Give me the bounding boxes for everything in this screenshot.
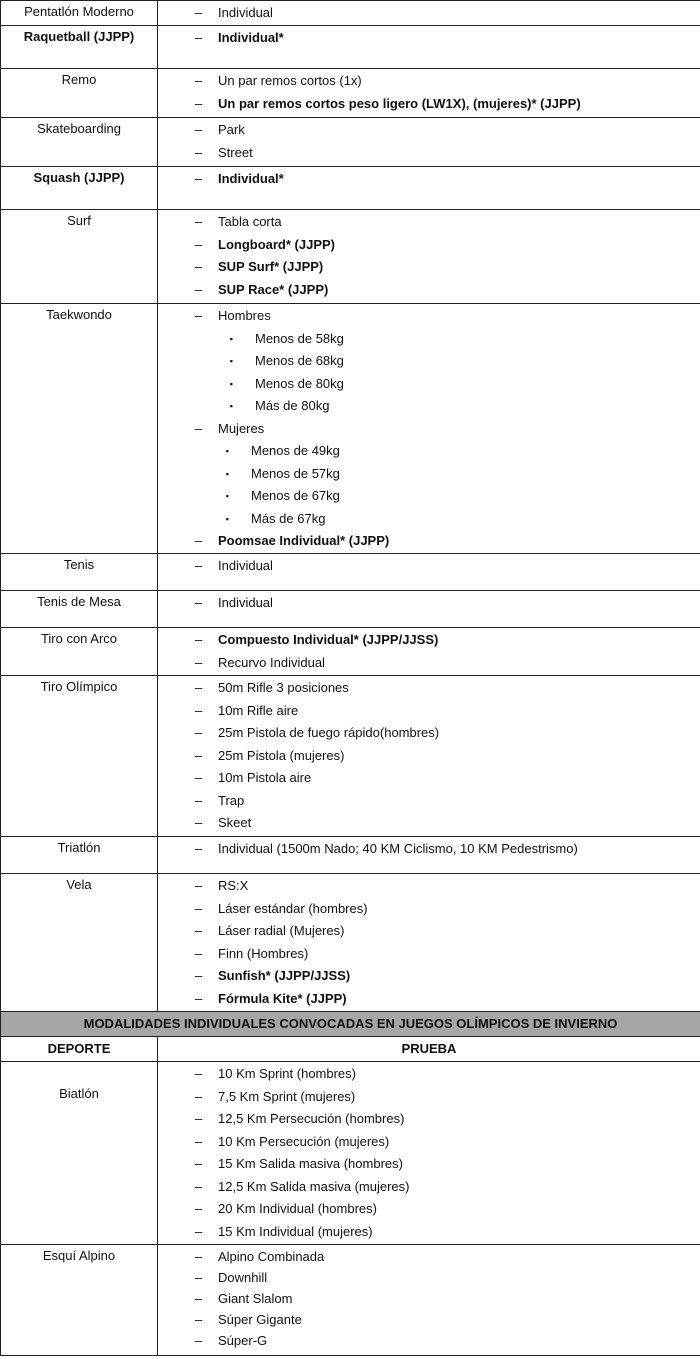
bullet-marker: ▪ xyxy=(225,468,229,479)
sport-name: Remo xyxy=(1,69,158,118)
event-item xyxy=(158,898,700,921)
sport-row xyxy=(1,69,700,118)
weight-class-item xyxy=(158,463,700,486)
event-label: 15 Km Salida masiva (hombres) xyxy=(218,1156,403,1171)
event-label: Finn (Hombres) xyxy=(218,945,309,961)
event-label: SUP Surf* (JJPP) xyxy=(218,259,324,274)
event-label: SUP Race* (JJPP) xyxy=(218,281,329,297)
dash-marker: – xyxy=(195,214,203,229)
dash-marker: – xyxy=(195,1333,203,1348)
event-label: Sunfish* (JJPP/JJSS) xyxy=(218,968,351,983)
dash-marker: – xyxy=(195,420,203,436)
event-label: 7,5 Km Sprint (mujeres) xyxy=(218,1088,356,1104)
bullet-marker: ▪ xyxy=(229,378,233,389)
dash-marker: – xyxy=(195,1088,203,1104)
event-label: Recurvo Individual xyxy=(218,654,325,670)
dash-marker: – xyxy=(195,1066,203,1081)
dash-marker: – xyxy=(195,841,203,856)
event-label: 25m Pistola de fuego rápido(hombres) xyxy=(218,725,440,740)
event-item xyxy=(158,211,700,234)
event-label: Individual xyxy=(218,595,273,610)
event-item xyxy=(158,790,700,813)
dash-marker: – xyxy=(195,1133,203,1149)
dash-marker: – xyxy=(195,595,203,610)
event-item xyxy=(158,592,700,615)
dash-marker: – xyxy=(195,654,203,670)
dash-marker: – xyxy=(195,533,203,548)
event-item xyxy=(158,1131,700,1154)
event-label: 10m Rifle aire xyxy=(218,702,299,718)
event-list xyxy=(158,118,700,167)
event-label: Alpino Combinada xyxy=(218,1249,325,1264)
dash-marker: – xyxy=(195,968,203,983)
bullet-marker: ▪ xyxy=(229,401,233,411)
event-item xyxy=(158,142,700,165)
dash-marker: – xyxy=(195,259,203,274)
dash-marker: – xyxy=(195,95,203,111)
sport-name: Tenis xyxy=(1,554,158,591)
dash-marker: – xyxy=(195,1223,203,1239)
event-label: Downhill xyxy=(218,1270,268,1285)
dash-marker: – xyxy=(195,770,203,785)
sport-row xyxy=(1,118,700,167)
event-list xyxy=(158,304,700,554)
sport-row xyxy=(1,591,700,628)
dash-marker: – xyxy=(195,236,203,252)
event-item xyxy=(158,530,700,553)
dash-marker: – xyxy=(195,1111,203,1126)
event-label: 10m Pistola aire xyxy=(218,770,312,785)
event-label: Mujeres xyxy=(218,420,265,436)
bullet-marker: ▪ xyxy=(229,333,233,344)
dash-marker: – xyxy=(195,900,203,916)
weight-class-label: Más de 67kg xyxy=(251,510,326,526)
column-header-prueba: PRUEBA xyxy=(158,1037,700,1062)
event-label: Compuesto Individual* (JJPP/JJSS) xyxy=(218,632,439,647)
dash-marker: – xyxy=(195,815,203,830)
event-item xyxy=(158,279,700,302)
event-label: Individual* xyxy=(218,30,284,45)
event-label: Individual xyxy=(218,558,273,573)
dash-marker: – xyxy=(195,171,203,186)
event-item xyxy=(158,305,700,328)
event-item xyxy=(158,677,700,700)
event-item xyxy=(158,722,700,745)
dash-marker: – xyxy=(195,923,203,938)
weight-class-item xyxy=(158,328,700,351)
sport-name: Surf xyxy=(1,210,158,304)
event-label: Láser estándar (hombres) xyxy=(218,900,368,916)
dash-marker: – xyxy=(195,73,203,88)
event-label: Longboard* (JJPP) xyxy=(218,236,336,252)
dash-marker: – xyxy=(195,122,203,137)
event-item xyxy=(158,234,700,257)
event-item xyxy=(158,1153,700,1176)
weight-class-label: Más de 80kg xyxy=(255,398,330,413)
dash-marker: – xyxy=(195,1178,203,1194)
event-item xyxy=(158,838,700,861)
event-item xyxy=(158,1246,700,1267)
weight-class-label: Menos de 49kg xyxy=(251,443,340,458)
event-label: Skeet xyxy=(218,815,252,830)
event-item xyxy=(158,168,700,191)
sport-row xyxy=(1,676,700,837)
bullet-marker: ▪ xyxy=(229,356,233,366)
weight-class-item xyxy=(158,373,700,396)
sport-name: Pentatlón Moderno xyxy=(1,1,158,26)
event-list xyxy=(158,69,700,118)
event-label: 12,5 Km Persecución (hombres) xyxy=(218,1111,405,1126)
column-header-row xyxy=(1,1037,700,1062)
event-item xyxy=(158,418,700,441)
event-item xyxy=(158,93,700,116)
weight-class-label: Menos de 67kg xyxy=(251,488,340,503)
sport-row xyxy=(1,837,700,874)
event-item xyxy=(158,920,700,943)
dash-marker: – xyxy=(195,281,203,297)
event-label: 12,5 Km Salida masiva (mujeres) xyxy=(218,1178,410,1194)
event-item xyxy=(158,1221,700,1244)
event-label: Trap xyxy=(218,792,245,808)
event-item xyxy=(158,965,700,988)
weight-class-item xyxy=(158,350,700,373)
dash-marker: – xyxy=(195,702,203,718)
sport-name: Tenis de Mesa xyxy=(1,591,158,628)
sport-row xyxy=(1,26,700,69)
event-label: Giant Slalom xyxy=(218,1291,293,1306)
sport-name: Tiro con Arco xyxy=(1,628,158,676)
event-item xyxy=(158,629,700,652)
bullet-marker: ▪ xyxy=(225,513,229,524)
dash-marker: – xyxy=(195,558,203,573)
event-item xyxy=(158,652,700,675)
event-label: Hombres xyxy=(218,308,271,323)
event-list xyxy=(158,26,700,69)
event-label: Park xyxy=(218,122,245,137)
sport-name: Vela xyxy=(1,874,158,1012)
event-item xyxy=(158,1086,700,1109)
dash-marker: – xyxy=(195,878,203,893)
event-item xyxy=(158,27,700,50)
event-list xyxy=(158,210,700,304)
event-list xyxy=(158,1245,700,1356)
dash-marker: – xyxy=(195,747,203,763)
sport-row xyxy=(1,554,700,591)
sport-row xyxy=(1,628,700,676)
sport-name: Taekwondo xyxy=(1,304,158,554)
dash-marker: – xyxy=(195,990,203,1006)
event-list xyxy=(158,874,700,1012)
event-list xyxy=(158,554,700,591)
section-title: MODALIDADES INDIVIDUALES CONVOCADAS EN JUEGOS OLÍMPICOS DE INVIERNO xyxy=(1,1012,700,1037)
event-list xyxy=(158,837,700,874)
weight-class-label: Menos de 58kg xyxy=(255,330,344,346)
event-item xyxy=(158,119,700,142)
event-label: Fórmula Kite* (JJPP) xyxy=(218,990,347,1006)
event-item xyxy=(158,1198,700,1221)
dash-marker: – xyxy=(195,632,203,647)
dash-marker: – xyxy=(195,144,203,160)
weight-class-item xyxy=(158,395,700,418)
sport-name: Triatlón xyxy=(1,837,158,874)
event-item xyxy=(158,1108,700,1131)
sport-name: Tiro Olímpico xyxy=(1,676,158,837)
sport-name: Esquí Alpino xyxy=(1,1245,158,1356)
event-label: Un par remos cortos (1x) xyxy=(218,73,362,88)
event-label: Tabla corta xyxy=(218,214,282,229)
dash-marker: – xyxy=(195,1156,203,1171)
event-list xyxy=(158,676,700,837)
dash-marker: – xyxy=(195,725,203,740)
sport-name: Raquetball (JJPP) xyxy=(1,26,158,69)
event-label: Poomsae Individual* (JJPP) xyxy=(218,533,390,548)
sport-name: Squash (JJPP) xyxy=(1,167,158,210)
event-label: 15 Km Individual (mujeres) xyxy=(218,1223,373,1239)
event-label: Individual (1500m Nado; 40 KM Ciclismo, 10 KM Pedestrismo) xyxy=(218,841,578,856)
sport-row xyxy=(1,874,700,1012)
event-item xyxy=(158,1176,700,1199)
dash-marker: – xyxy=(195,792,203,808)
dash-marker: – xyxy=(195,30,203,45)
event-label: RS:X xyxy=(218,878,249,893)
dash-marker: – xyxy=(195,5,203,20)
weight-class-label: Menos de 68kg xyxy=(255,353,344,368)
dash-marker: – xyxy=(195,945,203,961)
weight-class-item xyxy=(158,440,700,463)
sport-row xyxy=(1,1062,700,1245)
dash-marker: – xyxy=(195,308,203,323)
event-label: 10 Km Persecución (mujeres) xyxy=(218,1133,390,1149)
event-item xyxy=(158,988,700,1011)
sport-name: Skateboarding xyxy=(1,118,158,167)
event-label: Láser radial (Mujeres) xyxy=(218,923,345,938)
weight-class-item xyxy=(158,508,700,531)
event-item xyxy=(158,943,700,966)
sport-row xyxy=(1,1,700,26)
event-label: Súper Gigante xyxy=(218,1312,302,1327)
event-item xyxy=(158,256,700,279)
event-item xyxy=(158,875,700,898)
dash-marker: – xyxy=(195,680,203,695)
event-list xyxy=(158,1062,700,1245)
section-title-row xyxy=(1,1012,700,1037)
event-item xyxy=(158,745,700,768)
weight-class-item xyxy=(158,485,700,508)
dash-marker: – xyxy=(195,1312,203,1327)
event-label: 20 Km Individual (hombres) xyxy=(218,1201,377,1216)
dash-marker: – xyxy=(195,1201,203,1216)
sport-row xyxy=(1,210,700,304)
dash-marker: – xyxy=(195,1291,203,1306)
event-item xyxy=(158,812,700,835)
dash-marker: – xyxy=(195,1270,203,1285)
weight-class-label: Menos de 80kg xyxy=(255,375,344,391)
bullet-marker: ▪ xyxy=(225,491,229,501)
event-label: Individual xyxy=(218,5,273,20)
event-label: Un par remos cortos peso ligero (LW1X), (mujeres)* (JJPP) xyxy=(218,95,581,111)
event-label: 25m Pistola (mujeres) xyxy=(218,747,345,763)
event-list xyxy=(158,167,700,210)
event-item xyxy=(158,1288,700,1309)
event-item xyxy=(158,1330,700,1351)
event-item xyxy=(158,1267,700,1288)
event-item xyxy=(158,2,700,25)
dash-marker: – xyxy=(195,1249,203,1264)
event-list xyxy=(158,1,700,26)
sport-name: Biatlón xyxy=(1,1062,158,1245)
event-item xyxy=(158,70,700,93)
event-label: 10 Km Sprint (hombres) xyxy=(218,1066,356,1081)
event-item xyxy=(158,1063,700,1086)
event-item xyxy=(158,555,700,578)
event-label: Street xyxy=(218,144,253,160)
weight-class-label: Menos de 57kg xyxy=(251,465,340,481)
event-item xyxy=(158,1309,700,1330)
sport-row xyxy=(1,167,700,210)
event-list xyxy=(158,628,700,676)
bullet-marker: ▪ xyxy=(225,446,229,456)
column-header-deporte: DEPORTE xyxy=(1,1037,158,1062)
sport-row xyxy=(1,304,700,554)
event-list xyxy=(158,591,700,628)
sport-row xyxy=(1,1245,700,1356)
event-label: 50m Rifle 3 posiciones xyxy=(218,680,349,695)
event-item xyxy=(158,767,700,790)
event-label: Individual* xyxy=(218,171,284,186)
event-item xyxy=(158,700,700,723)
event-label: Súper-G xyxy=(218,1333,268,1348)
